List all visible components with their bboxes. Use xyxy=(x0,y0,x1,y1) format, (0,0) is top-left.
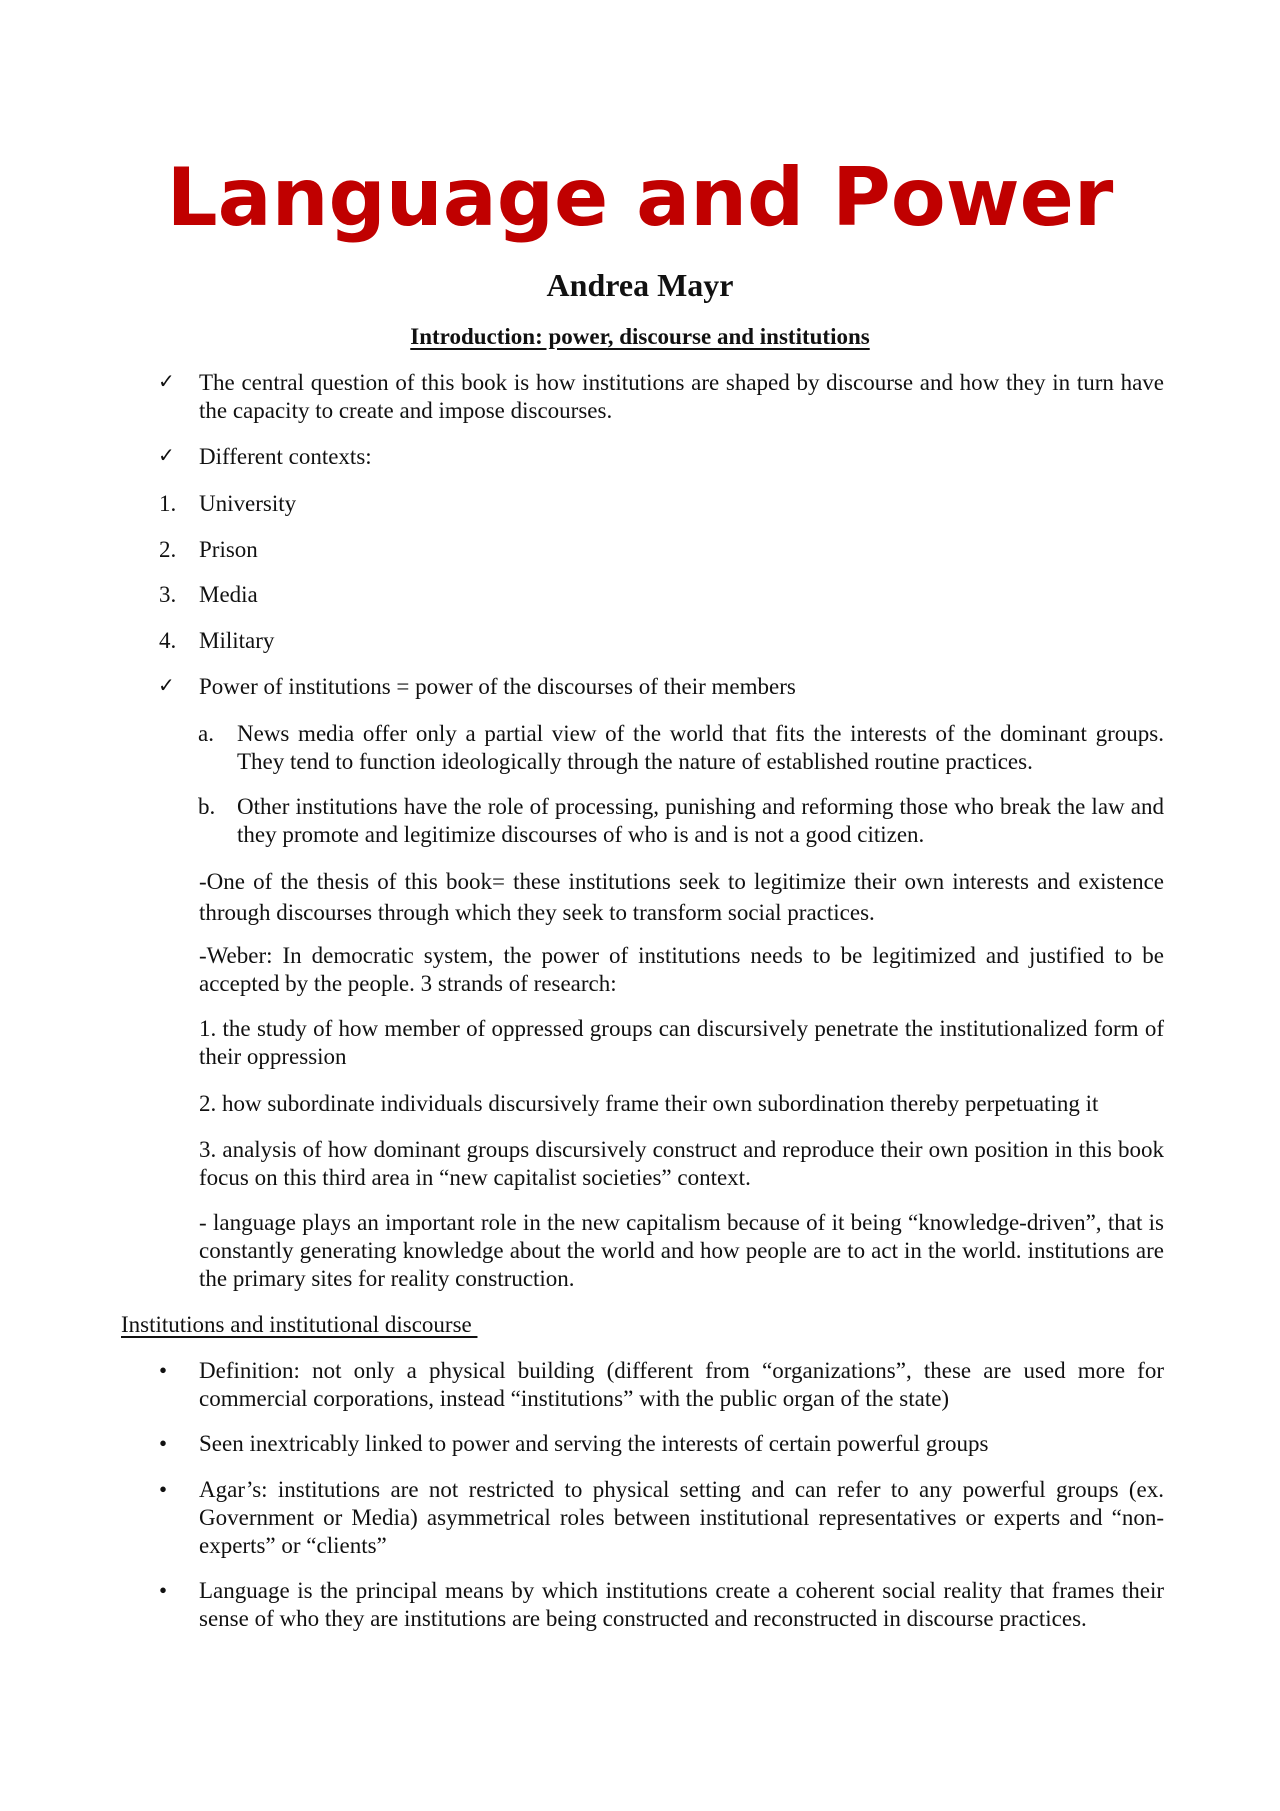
paragraph-weber: -Weber: In democratic system, the power of institutions needs to be legitimized and justified to be accepted by the people. 3 strands of research: xyxy=(199,943,1164,996)
list-letter: a. xyxy=(198,721,214,746)
list-letter: b. xyxy=(198,794,216,819)
list-number: 1. xyxy=(159,491,177,516)
bullet-item: Definition: not only a physical building (different from “organizations”, these are used more for commercial corporations, instead “institutions” with the public organ of the state) xyxy=(199,1358,1164,1411)
list-item: Media xyxy=(199,582,258,607)
section-subtitle-text: Introduction: power, discourse and institutions xyxy=(410,324,870,349)
document-title: Language and Power xyxy=(166,151,1114,244)
list-number: 3. xyxy=(159,582,177,607)
list-item: Different contexts: xyxy=(199,444,372,469)
paragraph-thesis: -One of the thesis of this book= these institutions seek to legitimize their own interests and existence through discourses through which they seek to transform social practices. xyxy=(199,869,1164,925)
paragraph-strand-2: 2. how subordinate individuals discursively frame their own subordination thereby perpetuating it xyxy=(199,1091,1099,1116)
bullet-icon: • xyxy=(159,1431,168,1456)
check-icon: ✓ xyxy=(158,369,175,393)
author-name: Andrea Mayr xyxy=(546,267,734,303)
check-icon: ✓ xyxy=(158,443,175,467)
bullet-item: Agar’s: institutions are not restricted to physical setting and can refer to any powerful groups (ex. Government or Media) asymmetrical roles between institutional representatives or experts and “non-experts” or “clients” xyxy=(199,1477,1164,1558)
list-item: Military xyxy=(199,628,275,653)
check-icon: ✓ xyxy=(158,673,175,697)
bullet-item: Language is the principal means by which institutions create a coherent social reality that frames their sense of who they are institutions are being constructed and reconstructed in discourse practices. xyxy=(199,1578,1164,1631)
section-subtitle xyxy=(0,322,1280,352)
list-item: Prison xyxy=(199,537,258,562)
bullet-icon: • xyxy=(159,1578,168,1603)
paragraph-strand-3: 3. analysis of how dominant groups discursively construct and reproduce their own position in this book focus on this third area in “new capitalist societies” context. xyxy=(199,1137,1164,1190)
list-item: Other institutions have the role of processing, punishing and reforming those who break the law and they promote and legitimize discourses of who is and is not a good citizen. xyxy=(237,794,1164,847)
list-number: 2. xyxy=(159,537,177,562)
bullet-icon: • xyxy=(159,1477,168,1502)
paragraph-language: - language plays an important role in the new capitalism because of it being “knowledge-driven”, that is constantly generating knowledge about the world and how people are to act in the world. institutions are the primary sites for reality construction. xyxy=(199,1210,1164,1291)
list-item: The central question of this book is how institutions are shaped by discourse and how they in turn have the capacity to create and impose discourses. xyxy=(199,370,1164,423)
list-item: Power of institutions = power of the discourses of their members xyxy=(199,674,796,699)
section-heading: Institutions and institutional discourse xyxy=(121,1312,478,1337)
bullet-item: Seen inextricably linked to power and serving the interests of certain powerful groups xyxy=(199,1431,989,1456)
paragraph-strand-1: 1. the study of how member of oppressed groups can discursively penetrate the institutionalized form of their oppression xyxy=(199,1016,1164,1069)
list-item: News media offer only a partial view of the world that fits the interests of the dominant groups. They tend to function ideologically through the nature of established routine practices. xyxy=(237,721,1164,774)
bullet-icon: • xyxy=(159,1358,168,1383)
list-number: 4. xyxy=(159,628,177,653)
list-item: University xyxy=(199,491,297,516)
